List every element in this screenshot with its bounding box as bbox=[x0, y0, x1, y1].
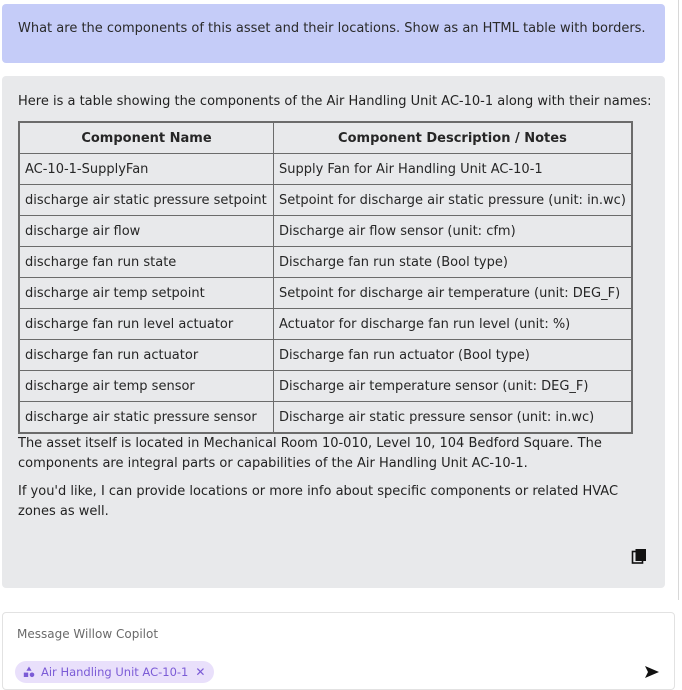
assistant-intro-text: Here is a table showing the components of the Air Handling Unit AC-10-1 along with their names: bbox=[18, 94, 652, 109]
cell-component-name: discharge air flow bbox=[19, 216, 274, 247]
column-header-component-name: Component Name bbox=[19, 122, 274, 154]
user-message-bubble bbox=[2, 4, 665, 63]
assistant-followup-paragraph: If you'd like, I can provide locations or more info about specific components or related HVAC zones as well. bbox=[18, 484, 619, 519]
components-table bbox=[18, 121, 633, 434]
cell-component-name: discharge fan run level actuator bbox=[19, 309, 274, 340]
cell-component-name: discharge air temp sensor bbox=[19, 371, 274, 402]
asset-icon bbox=[23, 666, 35, 678]
context-chip-label: Air Handling Unit AC-10-1 bbox=[41, 665, 189, 679]
table-row bbox=[19, 154, 632, 185]
cell-component-name: discharge air static pressure sensor bbox=[19, 402, 274, 434]
cell-component-description: Discharge air flow sensor (unit: cfm) bbox=[274, 216, 632, 247]
asset-context-chip[interactable] bbox=[15, 661, 214, 683]
cell-component-description: Actuator for discharge fan run level (unit: %) bbox=[274, 309, 632, 340]
cell-component-description: Discharge air static pressure sensor (unit: in.wc) bbox=[274, 402, 632, 434]
table-row bbox=[19, 247, 632, 278]
cell-component-name: discharge air temp setpoint bbox=[19, 278, 274, 309]
assistant-message-bubble bbox=[2, 76, 665, 588]
table-row bbox=[19, 185, 632, 216]
table-header-row bbox=[19, 122, 632, 154]
cell-component-description: Setpoint for discharge air static pressure (unit: in.wc) bbox=[274, 185, 632, 216]
cell-component-description: Discharge fan run state (Bool type) bbox=[274, 247, 632, 278]
cell-component-name: discharge air static pressure setpoint bbox=[19, 185, 274, 216]
message-input[interactable] bbox=[17, 627, 617, 641]
send-icon[interactable] bbox=[644, 665, 660, 679]
cell-component-description: Supply Fan for Air Handling Unit AC-10-1 bbox=[274, 154, 632, 185]
cell-component-name: discharge fan run state bbox=[19, 247, 274, 278]
table-row bbox=[19, 309, 632, 340]
table-row bbox=[19, 371, 632, 402]
scrollbar-track[interactable] bbox=[678, 0, 679, 600]
cell-component-description: Discharge air temperature sensor (unit: DEG_F) bbox=[274, 371, 632, 402]
message-composer bbox=[2, 612, 675, 690]
table-row bbox=[19, 340, 632, 371]
table-row bbox=[19, 216, 632, 247]
table-row bbox=[19, 278, 632, 309]
table-row bbox=[19, 402, 632, 434]
chip-close-icon[interactable]: ✕ bbox=[195, 665, 206, 679]
cell-component-description: Discharge fan run actuator (Bool type) bbox=[274, 340, 632, 371]
cell-component-name: AC-10-1-SupplyFan bbox=[19, 154, 274, 185]
user-message-text: What are the components of this asset and their locations. Show as an HTML table with borders. bbox=[18, 21, 646, 36]
copy-icon[interactable] bbox=[631, 548, 647, 564]
cell-component-name: discharge fan run actuator bbox=[19, 340, 274, 371]
cell-component-description: Setpoint for discharge air temperature (unit: DEG_F) bbox=[274, 278, 632, 309]
assistant-location-paragraph: The asset itself is located in Mechanical Room 10-010, Level 10, 104 Bedford Square. The components are integral parts or capabilities of the Air Handling Unit AC-10-1. bbox=[18, 436, 602, 471]
column-header-description: Component Description / Notes bbox=[274, 122, 632, 154]
